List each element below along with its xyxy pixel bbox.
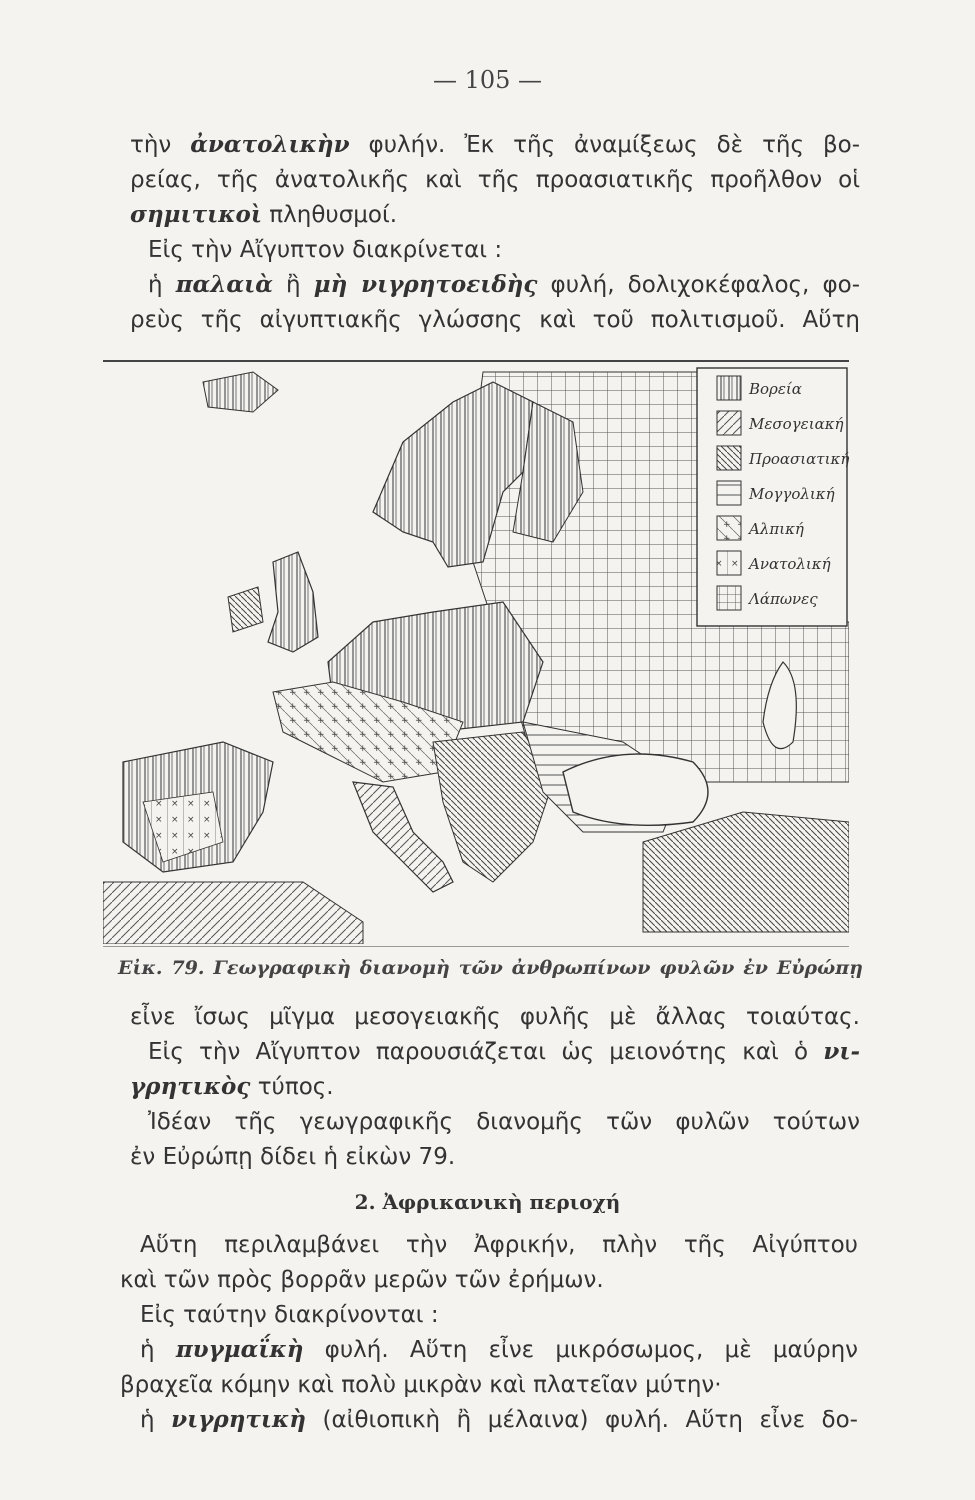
paragraph-line: ἡ παλαιὰ ἢ μὴ νιγρητοειδὴς φυλή, δολιχοκέφαλος, φο- xyxy=(148,271,861,298)
legend-label: Ανατολική xyxy=(749,555,831,573)
paragraph-line: ρεὺς τῆς αἰγυπτιακῆς γλώσσης καὶ τοῦ πολιτισμοῦ. Αὕτη xyxy=(130,307,860,333)
legend-swatch xyxy=(717,481,741,505)
emphasis-term: νιγρητικὴ xyxy=(171,1406,306,1433)
legend-label: Προασιατική xyxy=(749,450,849,468)
legend-swatch xyxy=(717,376,741,400)
black-sea xyxy=(563,754,708,825)
legend-label: Αλπική xyxy=(749,520,804,538)
paragraph-line: Αὕτη περιλαμβάνει τὴν Ἀφρικήν, πλὴν τῆς Αἰγύπτου xyxy=(140,1232,858,1258)
emphasis-term: γρητικὸς xyxy=(130,1073,251,1100)
paragraph-line: ἡ νιγρητικὴ (αἰθιοπικὴ ἢ μέλαινα) φυλή. Αὕτη εἶνε δο- xyxy=(140,1406,858,1433)
emphasis-term: νι- xyxy=(823,1038,860,1065)
legend-swatch xyxy=(717,586,741,610)
emphasis-term: παλαιὰ xyxy=(175,271,273,298)
emphasis-term: μὴ νιγρητοειδὴς xyxy=(313,271,538,298)
page-number: — 105 — xyxy=(432,66,543,94)
legend-label: Μεσογειακή xyxy=(749,415,844,433)
legend-swatch xyxy=(717,516,741,540)
paragraph-line: καὶ τῶν πρὸς βορρᾶν μερῶν τῶν ἐρήμων. xyxy=(120,1267,604,1293)
legend-label: Βορεία xyxy=(749,380,802,398)
legend-swatch xyxy=(717,411,741,435)
legend-swatch xyxy=(717,446,741,470)
legend-swatch xyxy=(717,551,741,575)
paragraph-line: Εἰς τὴν Αἴγυπτον παρουσιάζεται ὡς μειονότης καὶ ὁ νι- xyxy=(148,1038,860,1065)
map-legend xyxy=(697,368,849,626)
paragraph-line: σημιτικοὶ πληθυσμοί. xyxy=(130,201,398,228)
paragraph-line: γρητικὸς τύπος. xyxy=(130,1073,334,1100)
paragraph-line: Εἰς τὴν Αἴγυπτον διακρίνεται : xyxy=(148,237,503,263)
emphasis-term: ἀνατολικὴν xyxy=(190,131,350,158)
emphasis-term: πυγμαΐκὴ xyxy=(175,1336,304,1363)
figure-caption: Εἰκ. 79. Γεωγραφικὴ διανομὴ τῶν ἀνθρωπίνων φυλῶν ἐν Εὐρώπῃ xyxy=(118,957,863,979)
paragraph-line: ρείας, τῆς ἀνατολικῆς καὶ τῆς πρoασιατικῆς προῆλθον οἱ xyxy=(130,167,860,193)
paragraph-line: τὴν ἀνατολικὴν φυλήν. Ἐκ τῆς ἀναμίξεως δὲ τῆς βο- xyxy=(130,131,860,158)
europe-race-map xyxy=(103,360,849,947)
legend-label: Μογγολική xyxy=(749,485,835,503)
paragraph-line: Εἰς ταύτην διακρίνονται : xyxy=(140,1302,439,1328)
emphasis-term: σημιτικοὶ xyxy=(130,201,262,228)
paragraph-line: Ἰδέαν τῆς γεωγραφικῆς διανομῆς τῶν φυλῶν τούτων xyxy=(148,1109,860,1135)
section-heading: 2. Ἀφρικανικὴ περιοχή xyxy=(354,1190,621,1214)
legend-label: Λάπωνες xyxy=(749,590,818,608)
paragraph-line: βραχεῖα κόμην καὶ πολὺ μικρὰν καὶ πλατεῖαν μύτην· xyxy=(120,1372,722,1398)
paragraph-line: ἡ πυγμαΐκὴ φυλή. Αὕτη εἶνε μικρόσωμος, μὲ μαύρην xyxy=(140,1336,859,1363)
paragraph-line: ἐν Εὐρώπῃ δίδει ἡ εἰκὼν 79. xyxy=(130,1144,456,1170)
paragraph-line: εἶνε ἴσως μῖγμα μεσογειακῆς φυλῆς μὲ ἄλλας τοιαύτας. xyxy=(130,1004,860,1030)
